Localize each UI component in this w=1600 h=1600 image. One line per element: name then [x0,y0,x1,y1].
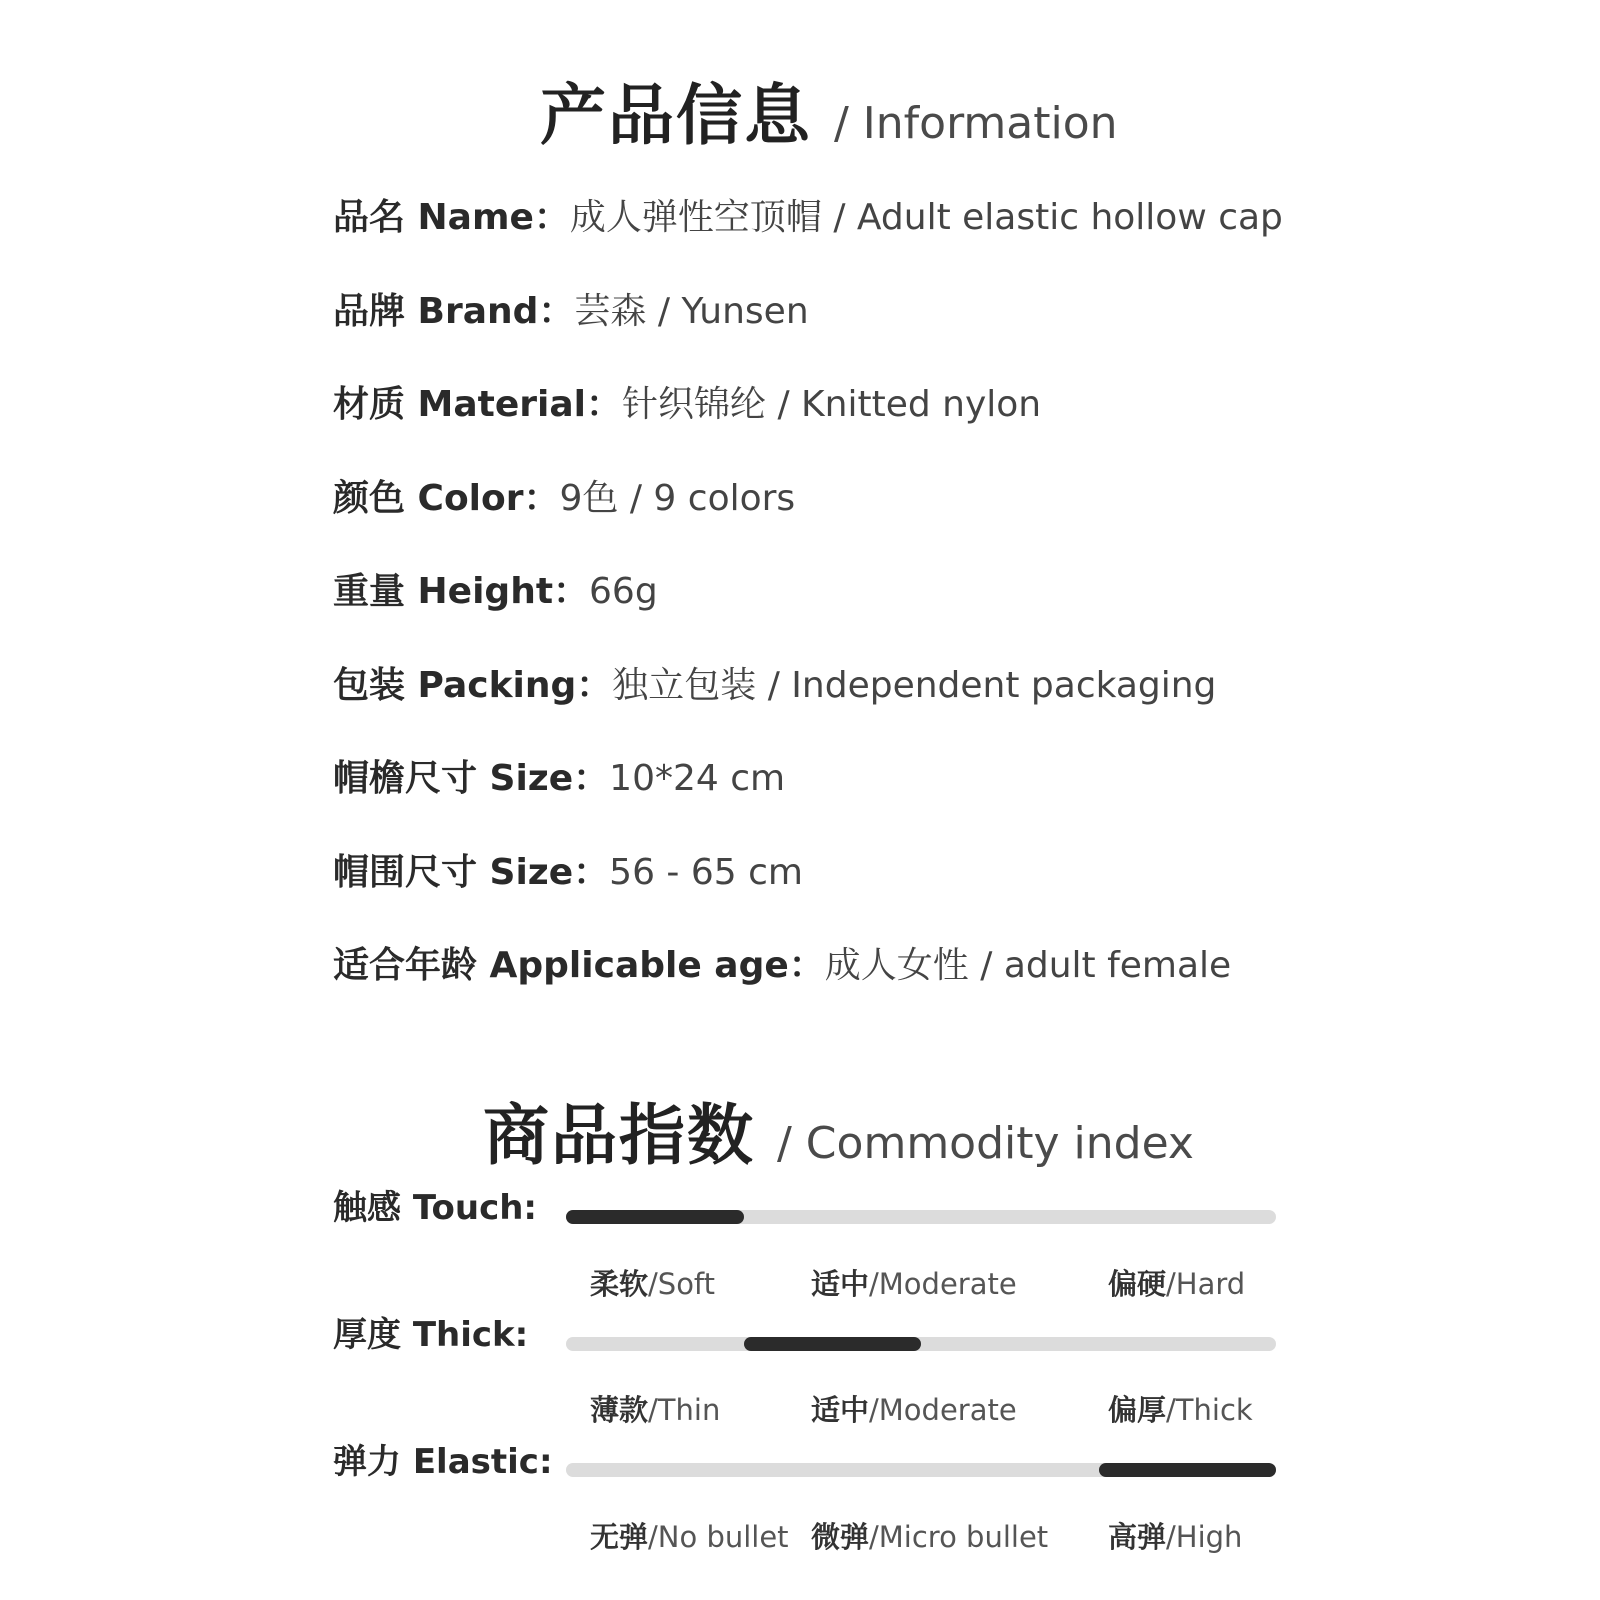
touch-track [566,1210,1276,1224]
info-label: 颜色 Color： [333,478,560,519]
info-label: 品名 Name： [333,197,570,238]
thick-track [566,1337,1276,1351]
info-row-weight [333,570,658,614]
info-value: 芸森 / Yunsen [574,291,809,332]
info-row-applicable-age [333,944,1231,988]
information-title-en: / Information [834,98,1118,149]
info-label: 帽围尺寸 Size： [333,852,610,893]
info-row-color [333,477,795,521]
info-row-packing [333,664,1216,708]
elastic-track [566,1463,1276,1477]
info-row-brim-size [333,757,785,801]
info-row-brand [333,290,809,334]
info-value: 独立包装 / Independent packaging [612,665,1217,706]
touch-tick-soft: 柔软/Soft [590,1267,716,1301]
thick-label: 厚度 Thick: [333,1315,529,1355]
info-label: 包装 Packing： [333,665,613,706]
information-title-zh: 产品信息 [540,77,812,154]
elastic-tick-high: 高弹/High [1108,1520,1243,1554]
info-value: 成人弹性空顶帽 / Adult elastic hollow cap [569,197,1283,238]
info-value: 10*24 cm [609,758,786,799]
elastic-indicator [1099,1463,1277,1477]
elastic-tick-micro-bullet: 微弹/Micro bullet [811,1520,1049,1554]
thick-indicator [744,1337,922,1351]
info-label: 品牌 Brand： [333,291,575,332]
thick-tick-thin: 薄款/Thin [590,1393,721,1427]
elastic-label: 弹力 Elastic: [333,1442,553,1482]
info-value: 9色 / 9 colors [559,478,796,519]
info-row-name [333,196,1283,240]
touch-label: 触感 Touch: [333,1188,538,1228]
thick-tick-moderate: 适中/Moderate [811,1393,1017,1427]
info-value: 66g [589,571,658,612]
touch-tick-moderate: 适中/Moderate [811,1267,1017,1301]
commodity-index-title-en: / Commodity index [777,1118,1194,1169]
info-value: 成人女性 / adult female [824,945,1232,986]
information-title [540,62,1118,157]
info-value: 针织锦纶 / Knitted nylon [622,384,1042,425]
thick-tick-thick: 偏厚/Thick [1108,1393,1253,1427]
info-value: 56 - 65 cm [609,852,803,893]
touch-indicator [566,1210,744,1224]
touch-tick-hard: 偏硬/Hard [1108,1267,1246,1301]
info-label: 适合年龄 Applicable age： [333,945,825,986]
info-label: 材质 Material： [333,384,623,425]
commodity-index-title-zh: 商品指数 [483,1097,755,1174]
info-label: 重量 Height： [333,571,590,612]
info-row-circumference-size [333,851,803,895]
info-row-material [333,383,1041,427]
commodity-index-title [483,1082,1194,1177]
elastic-tick-no-bullet: 无弹/No bullet [590,1520,789,1554]
info-label: 帽檐尺寸 Size： [333,758,610,799]
